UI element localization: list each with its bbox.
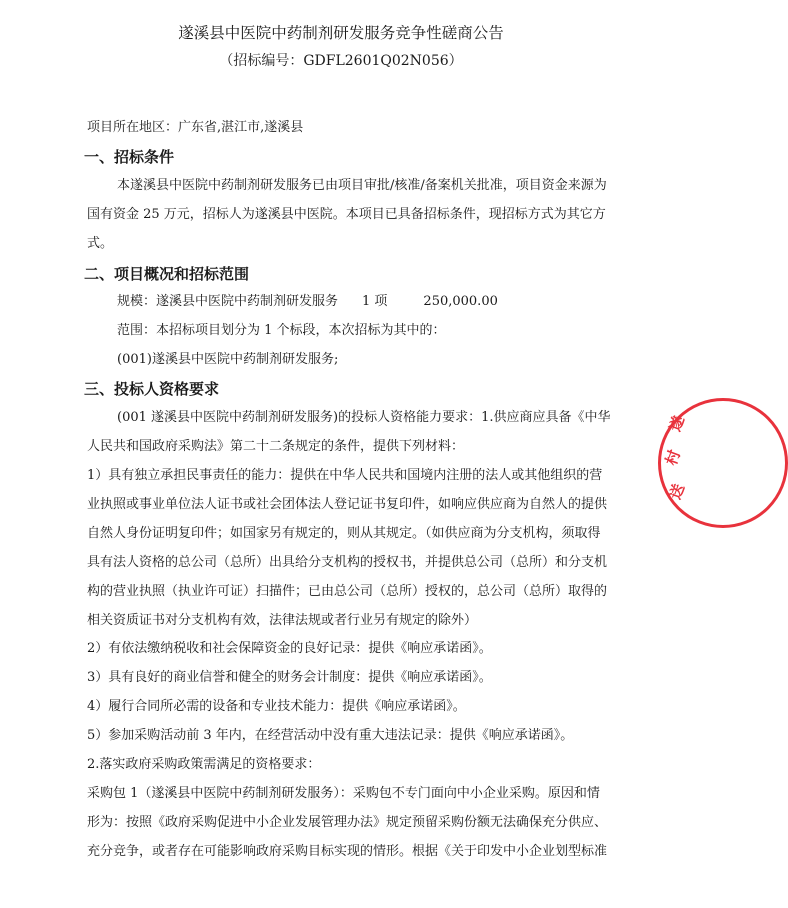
requirement-1-line: 自然人身份证明复印件；如国家另有规定的，则从其规定。（如供应商为分支机构，须取得 — [87, 526, 601, 541]
qualification-intro: (001 遂溪县中医院中药制剂研发服务)的投标人资格能力要求：1.供应商应具备《中华 — [117, 410, 611, 425]
document-title: 遂溪县中医院中药制剂研发服务竞争性磋商公告 — [178, 24, 504, 42]
requirement-1-line: 业执照或事业单位法人证书或社会团体法人登记证书复印件，如响应供应商为自然人的提供 — [87, 497, 608, 512]
requirement-2: 2）有依法缴纳税收和社会保障资金的良好记录：提供《响应承诺函》。 — [87, 641, 492, 656]
stamp-char: 遂 — [665, 413, 689, 434]
requirement-3: 3）具有良好的商业信誉和健全的财务会计制度：提供《响应承诺函》。 — [87, 670, 492, 685]
scale-amount: 250,000.00 — [423, 294, 498, 309]
requirement-5: 5）参加采购活动前 3 年内，在经营活动中没有重大违法记录：提供《响应承诺函》。 — [87, 728, 574, 743]
policy-line: 形为：按照《政府采购促进中小企业发展管理办法》规定预留采购份额无法确保充分供应、 — [87, 815, 608, 830]
requirement-1-line: 具有法人资格的总公司（总所）出具给分支机构的授权书，并提供总公司（总所）和分支机 — [87, 555, 608, 570]
requirement-1-line: 1）具有独立承担民事责任的能力：提供在中华人民共和国境内注册的法人或其他组织的营 — [87, 468, 603, 483]
requirement-4: 4）履行合同所必需的设备和专业技术能力：提供《响应承诺函》。 — [87, 699, 466, 714]
scope-text: 范围：本招标项目划分为 1 个标段，本次招标为其中的： — [117, 323, 446, 338]
stamp-char: 村 — [661, 447, 685, 468]
section-3-heading: 三、投标人资格要求 — [84, 380, 220, 398]
section-1-line: 国有资金 25 万元，招标人为遂溪县中医院。本项目已具备招标条件，现招标方式为其它方 — [87, 207, 606, 222]
requirement-1-line: 相关资质证书对分支机构有效，法律法规或者行业另有规定的除外） — [87, 613, 478, 628]
official-seal-stamp — [658, 398, 788, 528]
tender-number: （招标编号：GDFL2601Q02N056） — [219, 53, 463, 69]
policy-line: 充分竞争，或者存在可能影响政府采购目标实现的情形。根据《关于印发中小企业划型标准 — [87, 844, 608, 859]
scale-quantity: 1 项 — [362, 294, 388, 309]
policy-line: 采购包 1（遂溪县中医院中药制剂研发服务）：采购包不专门面向中小企业采购。原因和情 — [87, 786, 600, 801]
stamp-char: 送 — [665, 481, 689, 502]
requirement-1-line: 构的营业执照（执业许可证）扫描件；已由总公司（总所）授权的，总公司（总所）取得的 — [87, 584, 608, 599]
section-1-line: 本遂溪县中医院中药制剂研发服务已由项目审批/核准/备案机关批准，项目资金来源为 — [117, 178, 607, 193]
lot-text: (001)遂溪县中医院中药制剂研发服务; — [117, 352, 339, 367]
policy-heading: 2.落实政府采购政策需满足的资格要求： — [87, 757, 321, 772]
scale-row — [117, 294, 498, 310]
project-region: 项目所在地区：广东省,湛江市,遂溪县 — [87, 120, 304, 135]
section-1-heading: 一、招标条件 — [84, 148, 175, 166]
qualification-intro: 人民共和国政府采购法》第二十二条规定的条件，提供下列材料： — [87, 439, 465, 454]
section-1-line: 式。 — [87, 236, 114, 251]
scale-label: 规模：遂溪县中医院中药制剂研发服务 — [117, 294, 339, 309]
section-2-heading: 二、项目概况和招标范围 — [84, 265, 250, 283]
